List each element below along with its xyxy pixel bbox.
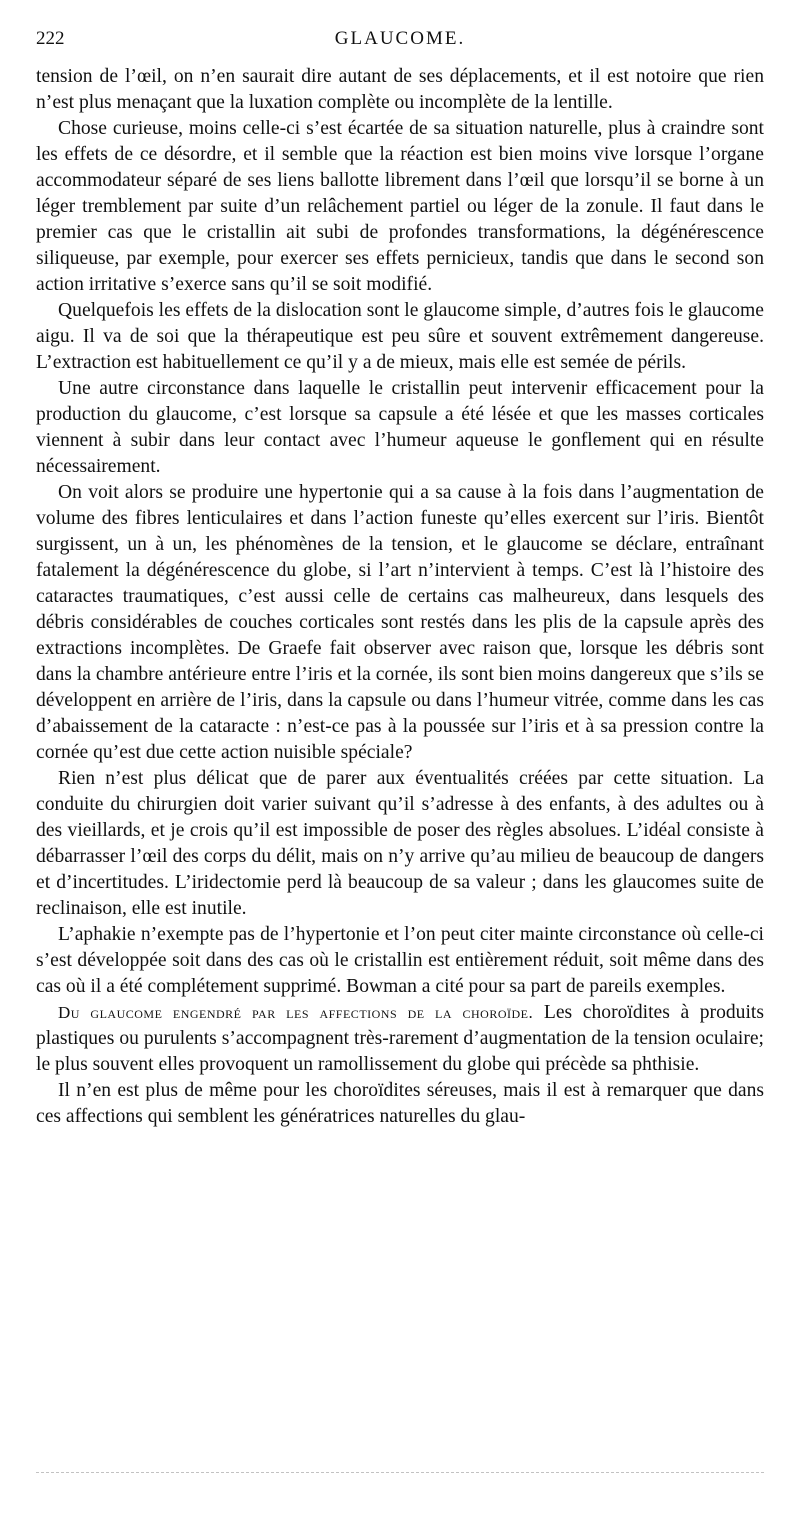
section-heading: Du glaucome engendré par les affections de la choroïde. bbox=[58, 1003, 534, 1022]
paragraph-1: tension de l’œil, on n’en saurait dire autant de ses déplacements, et il est notoire que rien n’est plus menaçant que la luxation complète ou incomplète de la lentille. bbox=[36, 66, 764, 113]
body-text bbox=[36, 64, 764, 1130]
page-number: 222 bbox=[36, 28, 65, 49]
running-title: GLAUCOME. bbox=[334, 28, 466, 49]
paragraph-7: L’aphakie n’exempte pas de l’hypertonie et l’on peut citer mainte circonstance où celle-ci s’est développée soit dans des cas où le cristallin est entièrement réduit, soit même dans des cas où il a été complétement supprimé. Bowman a cité pour sa part de pareils exemples. bbox=[36, 924, 764, 997]
paragraph-3: Quelquefois les effets de la dislocation sont le glaucome simple, d’autres fois le glaucome aigu. Il va de soi que la thérapeutique est peu sûre et souvent extrêmement dangereuse. L’extraction est habituellement ce qu’il y a de mieux, mais elle est semée de périls. bbox=[36, 300, 764, 373]
paragraph-6: Rien n’est plus délicat que de parer aux éventualités créées par cette situation. La conduite du chirurgien doit varier suivant qu’il s’adresse à des enfants, à des adultes ou à des vieillards, et je crois qu’il est impossible de poser des règles absolues. L’idéal consiste à débarrasser l’œil des corps du délit, mais on n’y arrive qu’au milieu de beaucoup de dangers et d’incertitudes. L’iridectomie perd là beaucoup de sa valeur ; dans les glaucomes suite de reclinaison, elle est inutile. bbox=[36, 768, 764, 919]
section-text: Les choroïdites à produits plastiques ou purulents s’accompagnent très-rarement d’augmentation de la tension oculaire; le plus souvent elles provoquent un ramollissement du globe qui précède sa phthisie. bbox=[36, 1002, 764, 1075]
section-paragraph bbox=[36, 1000, 764, 1078]
footer-rule bbox=[36, 1472, 764, 1473]
paragraph-4: Une autre circonstance dans laquelle le cristallin peut intervenir efficacement pour la production du glaucome, c’est lorsque sa capsule a été lésée et que les masses corticales viennent à subir dans leur contact avec l’humeur aqueuse le gonflement qui en résulte nécessairement. bbox=[36, 378, 764, 477]
paragraph-2: Chose curieuse, moins celle-ci s’est écartée de sa situation naturelle, plus à craindre sont les effets de ce désordre, et il semble que la réaction est bien moins vive lorsque l’organe accommodateur séparé de ses liens ballotte librement dans l’œil que lorsqu’il se borne à un léger tremblement par suite d’un relâchement partiel ou léger de la zonule. Il faut dans le premier cas que le cristallin ait subi de profondes transformations, la dégénérescence siliqueuse, par exemple, pour exercer ses effets pernicieux, tandis que dans le second son action irritative s’exerce sans qu’il se soit modifié. bbox=[36, 118, 764, 295]
paragraph-5: On voit alors se produire une hypertonie qui a sa cause à la fois dans l’augmentation de volume des fibres lenticulaires et dans l’action funeste qu’elles exercent sur l’iris. Bientôt surgissent, un à un, les phénomènes de la tension, et le glaucome se déclare, entraînant fatalement la dégénérescence du globe, si l’art n’intervient à temps. C’est là l’histoire des cataractes traumatiques, c’est aussi celle de certains cas malheureux, dans lesquels des débris considérables de couches corticales sont restés dans les plis de la capsule après des extractions incomplètes. De Graefe fait observer avec raison que, lorsque les débris sont dans la chambre antérieure entre l’iris et la cornée, ils sont bien moins dangereux que s’ils se développent en arrière de l’iris, dans la capsule ou dans l’humeur vitrée, comme dans les cas d’abaissement de la cataracte : n’est-ce pas à la poussée sur l’iris et à sa pression contre la cornée qu’est due cette action nuisible spéciale? bbox=[36, 482, 764, 763]
paragraph-last: Il n’en est plus de même pour les choroïdites séreuses, mais il est à remarquer que dans ces affections qui semblent les génératrices naturelles du glau- bbox=[36, 1080, 764, 1127]
book-page bbox=[36, 28, 764, 1130]
page-header bbox=[36, 28, 764, 54]
